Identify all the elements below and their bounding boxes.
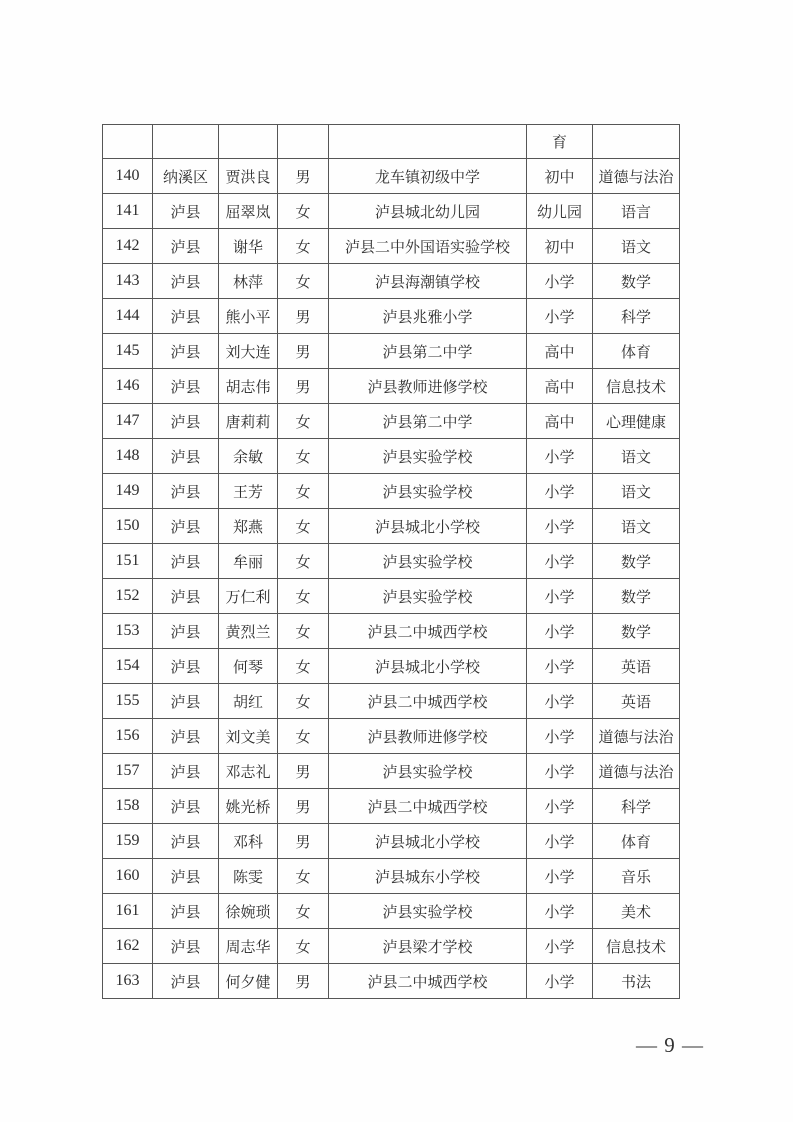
cell-subject: 语言 [593, 194, 680, 229]
cell-subject: 英语 [593, 649, 680, 684]
cell-district: 泸县 [153, 404, 219, 439]
table-row [103, 649, 680, 684]
cell-subject: 书法 [593, 964, 680, 999]
table-row [103, 194, 680, 229]
cell-school: 泸县教师进修学校 [329, 719, 527, 754]
table-row [103, 229, 680, 264]
cell-number: 147 [103, 404, 153, 439]
cell-number: 162 [103, 929, 153, 964]
cell-gender: 女 [278, 649, 329, 684]
cell-subject: 美术 [593, 894, 680, 929]
cell-gender: 男 [278, 754, 329, 789]
cell-name: 唐莉莉 [219, 404, 278, 439]
cell-school: 泸县二中外国语实验学校 [329, 229, 527, 264]
cell-name: 熊小平 [219, 299, 278, 334]
cell-subject: 英语 [593, 684, 680, 719]
cell-subject: 信息技术 [593, 929, 680, 964]
cell-gender: 女 [278, 894, 329, 929]
cell-name: 谢华 [219, 229, 278, 264]
cell-level: 小学 [527, 964, 593, 999]
cell-number: 150 [103, 509, 153, 544]
cell-level: 小学 [527, 719, 593, 754]
cell-name: 屈翠岚 [219, 194, 278, 229]
cell-gender: 女 [278, 264, 329, 299]
cell-name: 林萍 [219, 264, 278, 299]
cell-subject: 道德与法治 [593, 159, 680, 194]
cell-name: 万仁利 [219, 579, 278, 614]
header-cell-district [153, 125, 219, 159]
cell-subject: 体育 [593, 824, 680, 859]
cell-number: 160 [103, 859, 153, 894]
cell-district: 泸县 [153, 369, 219, 404]
cell-name: 刘大连 [219, 334, 278, 369]
cell-number: 154 [103, 649, 153, 684]
cell-number: 146 [103, 369, 153, 404]
cell-level: 小学 [527, 754, 593, 789]
cell-subject: 语文 [593, 229, 680, 264]
page-number: — 9 — [636, 1033, 704, 1057]
cell-number: 143 [103, 264, 153, 299]
cell-district: 泸县 [153, 929, 219, 964]
cell-gender: 男 [278, 299, 329, 334]
cell-number: 156 [103, 719, 153, 754]
cell-school: 泸县城北幼儿园 [329, 194, 527, 229]
cell-subject: 道德与法治 [593, 754, 680, 789]
cell-district: 泸县 [153, 299, 219, 334]
cell-gender: 女 [278, 929, 329, 964]
cell-gender: 男 [278, 824, 329, 859]
cell-school: 泸县二中城西学校 [329, 964, 527, 999]
cell-district: 泸县 [153, 789, 219, 824]
cell-number: 161 [103, 894, 153, 929]
cell-number: 141 [103, 194, 153, 229]
cell-district: 泸县 [153, 509, 219, 544]
cell-school: 泸县梁才学校 [329, 929, 527, 964]
cell-district: 泸县 [153, 229, 219, 264]
cell-gender: 女 [278, 544, 329, 579]
cell-subject: 数学 [593, 544, 680, 579]
cell-name: 徐婉琐 [219, 894, 278, 929]
cell-gender: 女 [278, 404, 329, 439]
cell-subject: 科学 [593, 789, 680, 824]
cell-district: 纳溪区 [153, 159, 219, 194]
header-cell-name [219, 125, 278, 159]
cell-gender: 男 [278, 964, 329, 999]
cell-name: 刘文美 [219, 719, 278, 754]
cell-level: 小学 [527, 264, 593, 299]
cell-number: 151 [103, 544, 153, 579]
cell-gender: 女 [278, 859, 329, 894]
cell-subject: 体育 [593, 334, 680, 369]
cell-level: 小学 [527, 894, 593, 929]
table-row [103, 789, 680, 824]
cell-level: 小学 [527, 544, 593, 579]
table-row [103, 299, 680, 334]
cell-subject: 语文 [593, 474, 680, 509]
cell-school: 泸县实验学校 [329, 474, 527, 509]
cell-name: 何琴 [219, 649, 278, 684]
cell-level: 幼儿园 [527, 194, 593, 229]
cell-district: 泸县 [153, 754, 219, 789]
cell-school: 泸县第二中学 [329, 334, 527, 369]
cell-school: 泸县第二中学 [329, 404, 527, 439]
cell-subject: 音乐 [593, 859, 680, 894]
cell-subject: 心理健康 [593, 404, 680, 439]
table-row [103, 929, 680, 964]
cell-name: 邓科 [219, 824, 278, 859]
cell-level: 小学 [527, 789, 593, 824]
cell-school: 泸县城北小学校 [329, 649, 527, 684]
cell-level: 初中 [527, 229, 593, 264]
header-cell-level: 育 [527, 125, 593, 159]
cell-number: 153 [103, 614, 153, 649]
cell-level: 小学 [527, 684, 593, 719]
cell-district: 泸县 [153, 719, 219, 754]
cell-level: 小学 [527, 509, 593, 544]
teacher-roster-table [102, 124, 680, 999]
cell-school: 泸县城北小学校 [329, 509, 527, 544]
cell-number: 158 [103, 789, 153, 824]
table-row [103, 614, 680, 649]
cell-gender: 女 [278, 684, 329, 719]
cell-name: 周志华 [219, 929, 278, 964]
cell-district: 泸县 [153, 194, 219, 229]
table-row [103, 509, 680, 544]
cell-number: 159 [103, 824, 153, 859]
table-row [103, 859, 680, 894]
cell-district: 泸县 [153, 439, 219, 474]
cell-subject: 信息技术 [593, 369, 680, 404]
cell-name: 黄烈兰 [219, 614, 278, 649]
cell-number: 152 [103, 579, 153, 614]
cell-level: 初中 [527, 159, 593, 194]
cell-district: 泸县 [153, 544, 219, 579]
cell-school: 泸县实验学校 [329, 544, 527, 579]
cell-school: 泸县实验学校 [329, 439, 527, 474]
cell-level: 高中 [527, 334, 593, 369]
cell-school: 泸县实验学校 [329, 579, 527, 614]
cell-school: 泸县二中城西学校 [329, 684, 527, 719]
cell-level: 小学 [527, 299, 593, 334]
table-row [103, 894, 680, 929]
cell-name: 余敏 [219, 439, 278, 474]
cell-name: 牟丽 [219, 544, 278, 579]
cell-district: 泸县 [153, 334, 219, 369]
cell-number: 149 [103, 474, 153, 509]
cell-level: 小学 [527, 929, 593, 964]
cell-name: 陈雯 [219, 859, 278, 894]
table-body [103, 125, 680, 999]
table-row [103, 159, 680, 194]
cell-level: 小学 [527, 614, 593, 649]
cell-subject: 科学 [593, 299, 680, 334]
cell-level: 小学 [527, 439, 593, 474]
cell-level: 小学 [527, 579, 593, 614]
cell-level: 高中 [527, 404, 593, 439]
cell-number: 144 [103, 299, 153, 334]
cell-name: 贾洪良 [219, 159, 278, 194]
table-row [103, 754, 680, 789]
cell-school: 龙车镇初级中学 [329, 159, 527, 194]
table-row [103, 369, 680, 404]
table-row [103, 404, 680, 439]
table-row [103, 264, 680, 299]
cell-gender: 女 [278, 614, 329, 649]
cell-level: 小学 [527, 474, 593, 509]
cell-name: 胡志伟 [219, 369, 278, 404]
cell-district: 泸县 [153, 579, 219, 614]
table-row [103, 684, 680, 719]
cell-number: 140 [103, 159, 153, 194]
cell-level: 小学 [527, 859, 593, 894]
cell-name: 姚光桥 [219, 789, 278, 824]
table-row [103, 719, 680, 754]
cell-school: 泸县实验学校 [329, 894, 527, 929]
cell-district: 泸县 [153, 474, 219, 509]
cell-district: 泸县 [153, 614, 219, 649]
table-row [103, 824, 680, 859]
table-row [103, 964, 680, 999]
header-cell-subject [593, 125, 680, 159]
cell-district: 泸县 [153, 684, 219, 719]
cell-gender: 女 [278, 229, 329, 264]
cell-school: 泸县海潮镇学校 [329, 264, 527, 299]
header-cell-gender [278, 125, 329, 159]
cell-level: 高中 [527, 369, 593, 404]
cell-subject: 数学 [593, 579, 680, 614]
cell-subject: 道德与法治 [593, 719, 680, 754]
cell-level: 小学 [527, 824, 593, 859]
cell-district: 泸县 [153, 649, 219, 684]
cell-district: 泸县 [153, 894, 219, 929]
cell-number: 145 [103, 334, 153, 369]
table-row [103, 544, 680, 579]
cell-gender: 女 [278, 509, 329, 544]
cell-gender: 女 [278, 474, 329, 509]
cell-gender: 男 [278, 159, 329, 194]
cell-number: 157 [103, 754, 153, 789]
header-cell-school [329, 125, 527, 159]
cell-number: 142 [103, 229, 153, 264]
cell-name: 胡红 [219, 684, 278, 719]
cell-level: 小学 [527, 649, 593, 684]
cell-name: 邓志礼 [219, 754, 278, 789]
cell-gender: 男 [278, 369, 329, 404]
cell-name: 王芳 [219, 474, 278, 509]
cell-district: 泸县 [153, 264, 219, 299]
cell-school: 泸县二中城西学校 [329, 789, 527, 824]
partial-header-row [103, 125, 680, 159]
cell-number: 163 [103, 964, 153, 999]
cell-school: 泸县城东小学校 [329, 859, 527, 894]
cell-subject: 数学 [593, 614, 680, 649]
cell-district: 泸县 [153, 859, 219, 894]
cell-district: 泸县 [153, 824, 219, 859]
cell-subject: 语文 [593, 509, 680, 544]
cell-gender: 男 [278, 334, 329, 369]
cell-subject: 语文 [593, 439, 680, 474]
cell-subject: 数学 [593, 264, 680, 299]
header-cell-number [103, 125, 153, 159]
table-row [103, 334, 680, 369]
table-row [103, 439, 680, 474]
cell-district: 泸县 [153, 964, 219, 999]
cell-number: 155 [103, 684, 153, 719]
cell-gender: 男 [278, 789, 329, 824]
cell-school: 泸县兆雅小学 [329, 299, 527, 334]
cell-name: 郑燕 [219, 509, 278, 544]
cell-gender: 女 [278, 719, 329, 754]
cell-gender: 女 [278, 439, 329, 474]
cell-school: 泸县教师进修学校 [329, 369, 527, 404]
table-row [103, 474, 680, 509]
cell-gender: 女 [278, 579, 329, 614]
table-row [103, 579, 680, 614]
cell-school: 泸县二中城西学校 [329, 614, 527, 649]
cell-school: 泸县实验学校 [329, 754, 527, 789]
cell-number: 148 [103, 439, 153, 474]
cell-gender: 女 [278, 194, 329, 229]
cell-school: 泸县城北小学校 [329, 824, 527, 859]
cell-name: 何夕健 [219, 964, 278, 999]
